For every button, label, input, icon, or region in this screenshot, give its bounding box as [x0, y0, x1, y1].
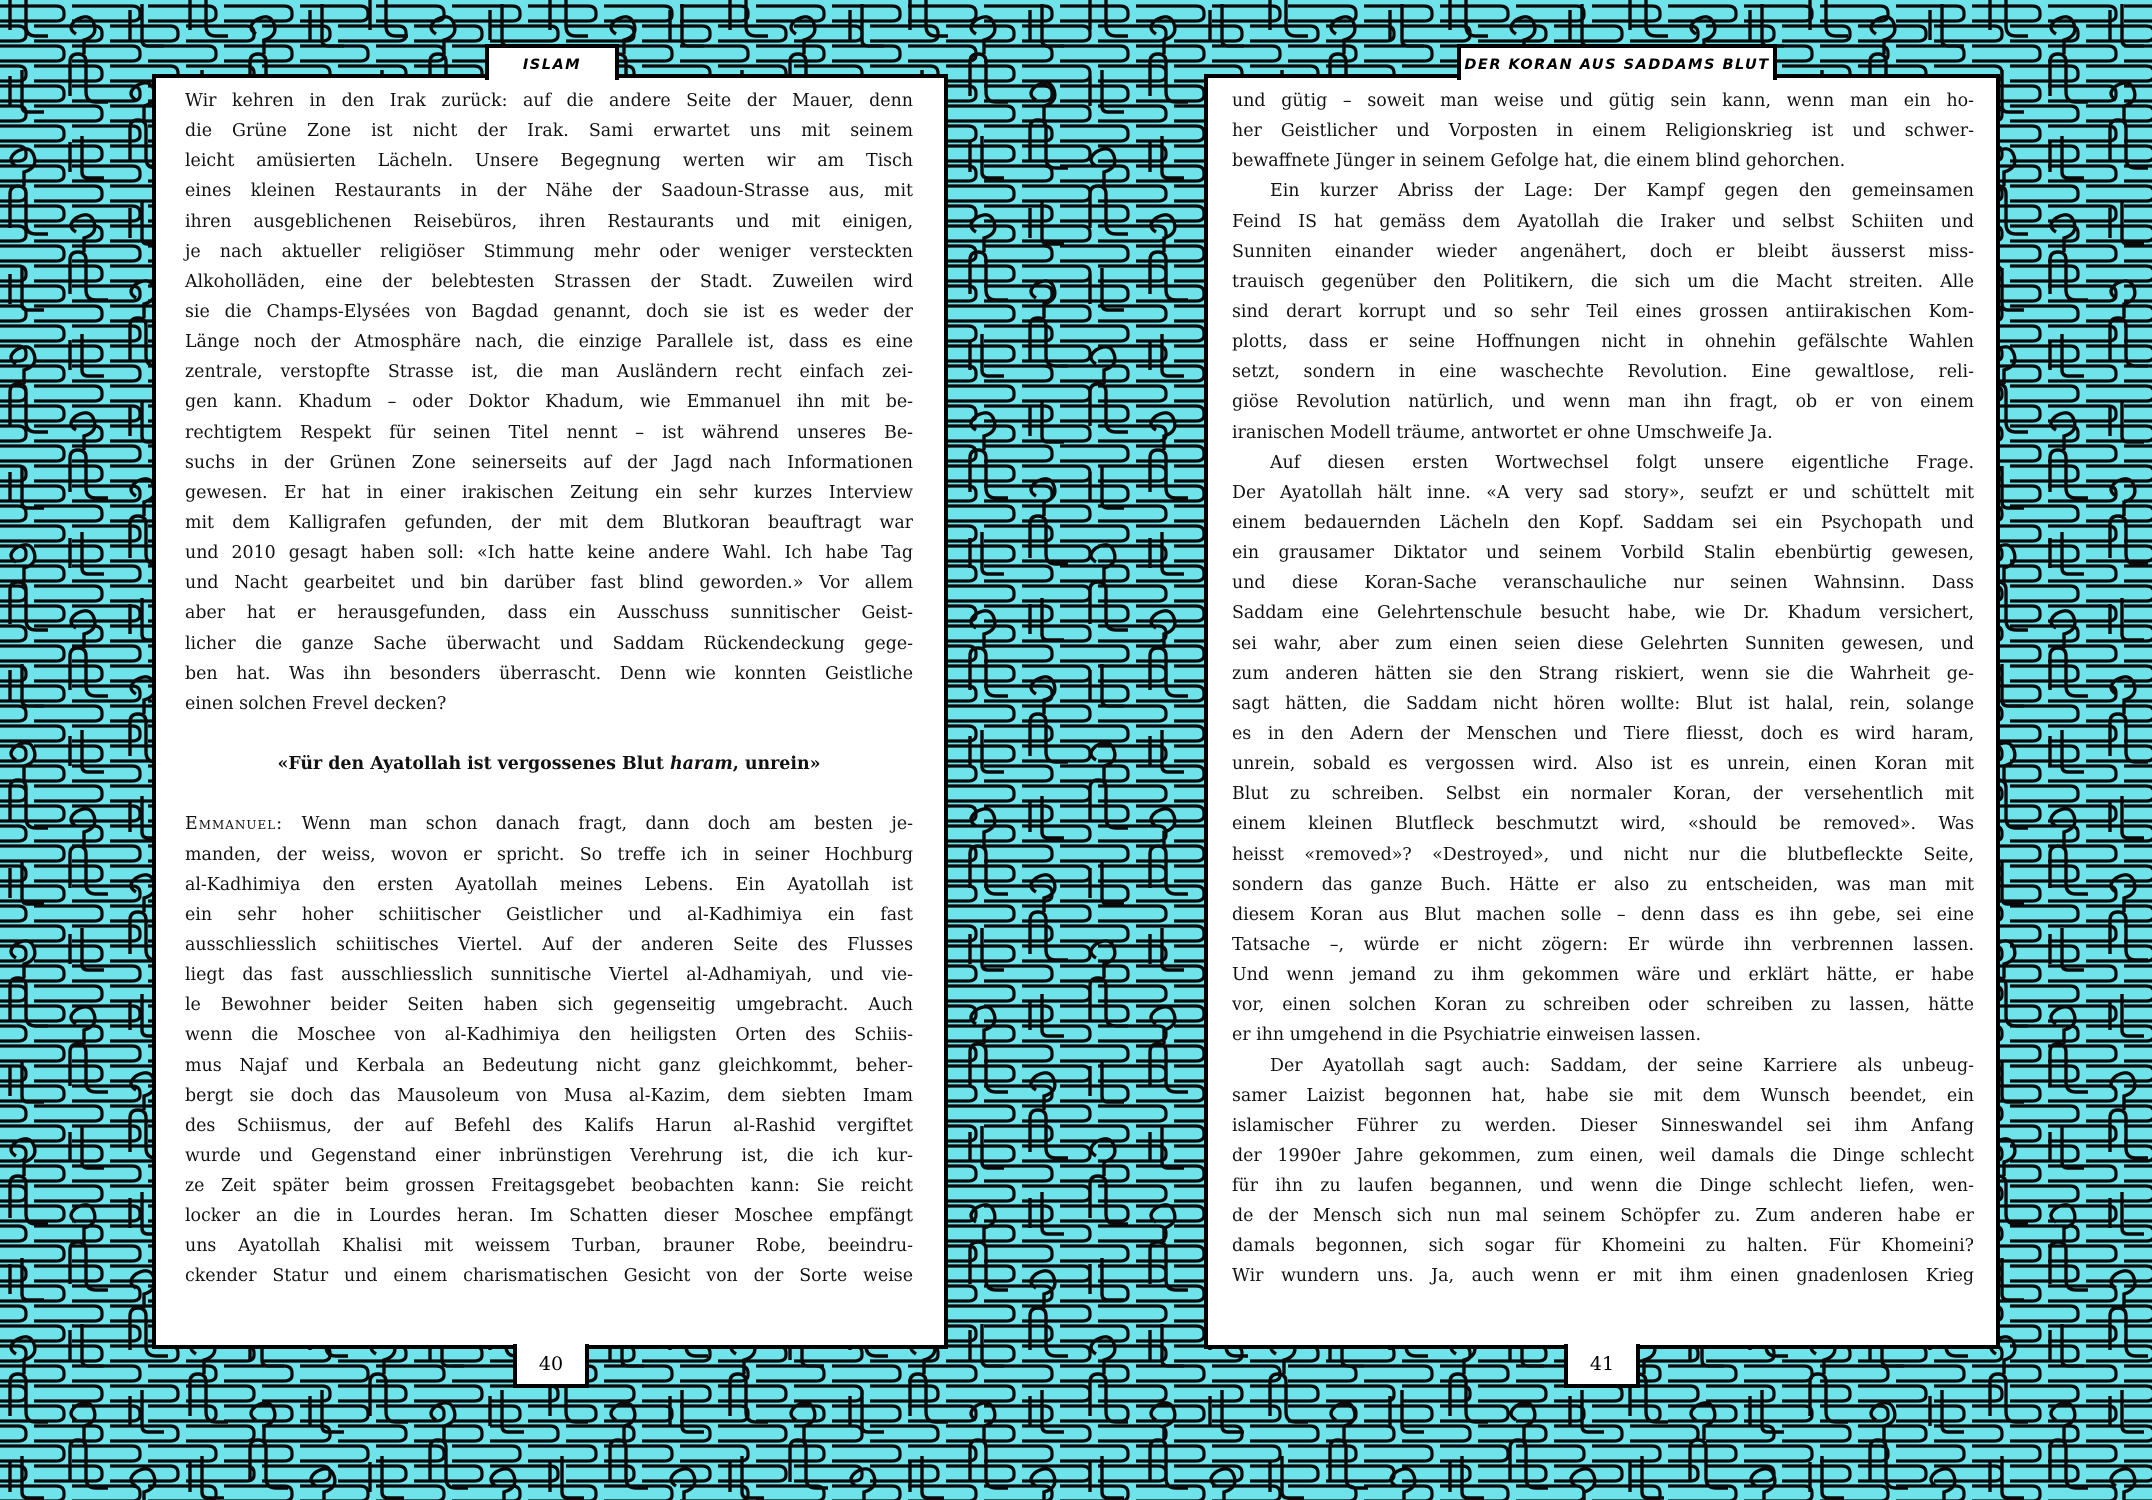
text-line: heisst «removed»? «Destroyed», und nicht nur die blutbefleckte Seite,: [1232, 844, 1974, 865]
text-line: de der Mensch sich nun mal seinem Schöpfer zu. Zum anderen habe er: [1232, 1206, 1974, 1227]
text-line: samer Laizist begonnen hat, habe sie mit dem Wunsch beendet, ein: [1232, 1085, 1974, 1106]
text-line: gen kann. Khadum – oder Doktor Khadum, wie Emmanuel ihn mit be-: [185, 392, 913, 413]
text-line: plotts, dass er seine Hoffnungen nicht in ohnehin gefälschte Wahlen: [1232, 332, 1974, 353]
speaker-label: Emmanuel:: [185, 814, 284, 835]
text-line: al-Kadhimiya den ersten Ayatollah meines Lebens. Ein Ayatollah ist: [185, 874, 913, 895]
text-line: ausschliesslich schiitisches Viertel. Auf der anderen Seite des Flusses: [185, 934, 913, 955]
text-line: ze Zeit später beim grossen Freitagsgebet beobachten kann: Sie reicht: [185, 1176, 913, 1197]
text-line: Feind IS hat gemäss dem Ayatollah die Iraker und selbst Schiiten und: [1232, 211, 1974, 232]
text-line: leicht amüsierten Lächeln. Unsere Begegnung werten wir am Tisch: [185, 151, 913, 172]
text-line: aber hat er herausgefunden, dass ein Ausschuss sunnitischer Geist-: [185, 603, 913, 624]
text-line: Wir wundern uns. Ja, auch wenn er mit ihm einen gnadenlosen Krieg: [1232, 1266, 1974, 1287]
text-line: ein sehr hoher schiitischer Geistlicher und al-Kadhimiya ein fast: [185, 904, 913, 925]
subheading: [185, 749, 913, 779]
text-line: unrein, sobald es vergossen wird. Also ist es unrein, einen Koran mit: [1232, 754, 1974, 775]
text-line: damals begonnen, sich sogar für Khomeini zu halten. Für Khomeini?: [1232, 1236, 1974, 1257]
text-line: suchs in der Grünen Zone seinerseits auf der Jagd nach Informationen: [185, 452, 913, 473]
text-line: es in den Adern der Menschen und Tiere fliesst, doch es wird haram,: [1232, 723, 1974, 744]
text-line: zentrale, verstopfte Strasse ist, die man Ausländern recht einfach zei-: [185, 362, 913, 383]
text-line: und gütig – soweit man weise und gütig sein kann, wenn man ein ho-: [1232, 91, 1974, 111]
text-line: die Grüne Zone ist nicht der Irak. Sami erwartet uns mit seinem: [185, 121, 913, 142]
text-line: sondern das ganze Buch. Hätte er also zu entscheiden, was man mit: [1232, 874, 1974, 895]
text-line: einem bedauernden Lächeln den Kopf. Saddam sei ein Psychopath und: [1232, 512, 1974, 533]
text-line: ihren ausgeblichenen Reisebüros, ihren Restaurants und mit einigen,: [185, 211, 913, 232]
text-line: Blut zu schreiben. Selbst ein normaler Koran, der versehentlich mit: [1232, 784, 1974, 805]
text-line: licher die ganze Sache überwacht und Saddam Rückendeckung gege-: [185, 633, 913, 654]
left-text-column: [185, 86, 913, 1292]
text-line: wurde und Gegenstand einer inbrünstigen Verehrung ist, die ich kur-: [185, 1145, 913, 1166]
text-line: mus Najaf und Kerbala an Bedeutung nicht ganz gleichkommt, beher-: [185, 1055, 913, 1076]
body-line-text: Wenn man schon danach fragt, dann doch am besten je-: [283, 814, 913, 835]
text-line: le Bewohner beider Seiten haben sich gegenseitig umgebracht. Auch: [185, 995, 913, 1016]
text-line: Saddam eine Gelehrtenschule besucht habe, wie Dr. Khadum versichert,: [1232, 603, 1974, 624]
text-line: mit dem Kalligrafen gefunden, der mit dem Blutkoran beauftragt war: [185, 512, 913, 533]
text-line: Auf diesen ersten Wortwechsel folgt unsere eigentliche Frage.: [1270, 452, 1974, 473]
text-line: uns Ayatollah Khalisi mit weissem Turban, brauner Robe, beeindru-: [185, 1236, 913, 1257]
text-line: bewaffnete Jünger in seinem Gefolge hat, die einem blind gehorchen.: [1232, 151, 1846, 172]
text-line: vor, einen solchen Koran zu schreiben oder schreiben zu lassen, hätte: [1232, 995, 1974, 1016]
text-line: her Geistlicher und Vorposten in einem Religionskrieg ist und schwer-: [1232, 121, 1974, 142]
text-line: je nach aktueller religiöser Stimmung mehr oder weniger versteckten: [185, 241, 913, 262]
text-line: giöse Revolution natürlich, und wenn man ihn fragt, ob er von einem: [1232, 392, 1974, 413]
text-line: zum anderen hätten sie den Strang riskiert, wenn sie die Wahrheit ge-: [1232, 663, 1974, 684]
text-line: Ein kurzer Abriss der Lage: Der Kampf gegen den gemeinsamen: [1270, 181, 1974, 202]
text-line: diesem Koran aus Blut machen solle – denn dass es ihn gebe, sei eine: [1232, 904, 1974, 925]
text-line: rechtigtem Respekt für seinen Titel nennt – ist während unseres Be-: [185, 422, 913, 443]
body-paragraph: [185, 840, 913, 1292]
text-line: Der Ayatollah sagt auch: Saddam, der seine Karriere als unbeug-: [1270, 1055, 1974, 1076]
text-line: wenn die Moschee von al-Kadhimiya den heiligsten Orten des Schiis-: [185, 1025, 913, 1046]
subheading-part: , unrein»: [732, 754, 821, 775]
text-line: sind derart korrupt und so sehr Teil eines grossen antiirakischen Kom-: [1232, 301, 1974, 322]
text-line: des Schiismus, der auf Befehl des Kalifs Harun al-Rashid vergiftet: [185, 1115, 913, 1136]
text-line: ckender Statur und einem charismatischen Gesicht von der Sorte weise: [185, 1266, 913, 1287]
text-line: und 2010 gesagt haben soll: «Ich hatte keine andere Wahl. Ich habe Tag: [185, 543, 913, 564]
text-line: locker an die in Lourdes heran. Im Schatten dieser Moschee empfängt: [185, 1206, 913, 1227]
text-line: sagt hätten, die Saddam nicht hören wollte: Blut ist halal, rein, solange: [1232, 693, 1974, 714]
text-line: Und wenn jemand zu ihm gekommen wäre und erklärt hätte, er habe: [1232, 965, 1974, 986]
text-line: sei wahr, aber zum einen seien diese Gelehrten Sunniten gewesen, und: [1232, 633, 1974, 654]
text-line: Tatsache –, würde er nicht zögern: Er würde ihn verbrennen lassen.: [1232, 934, 1974, 955]
text-line: manden, der weiss, wovon er spricht. So treffe ich in seiner Hochburg: [185, 844, 913, 865]
text-line: gewesen. Er hat in einer irakischen Zeitung ein sehr kurzes Interview: [185, 482, 913, 503]
text-line: eines kleinen Restaurants in der Nähe der Saadoun-Strasse aus, mit: [185, 181, 913, 202]
text-line: sie die Champs-Elysées von Bagdad genannt, doch sie ist es weder der: [185, 301, 913, 322]
text-line: für ihn zu laufen begannen, und wenn die Dinge schlecht liefen, wen-: [1232, 1176, 1974, 1197]
right-text-column: [1232, 86, 1974, 1292]
section-tab-left: ISLAM: [485, 44, 619, 80]
subheading-italic: haram: [669, 754, 733, 775]
text-line: liegt das fast ausschliesslich sunnitische Viertel al-Adhamiyah, und vie-: [185, 965, 913, 986]
text-line: und diese Koran-Sache veranschauliche nur seinen Wahnsinn. Dass: [1232, 573, 1974, 594]
text-line: einen solchen Frevel decken?: [185, 693, 447, 714]
text-line: Der Ayatollah hält inne. «A very sad story», seufzt er und schüttelt mit: [1232, 482, 1974, 503]
text-line: einem kleinen Blutfleck beschmutzt wird, «should be removed». Was: [1232, 814, 1974, 835]
spacer: [185, 779, 913, 809]
text-line: Länge noch der Atmosphäre nach, die einzige Parallele ist, dass es eine: [185, 332, 913, 353]
text-line: ein grausamer Diktator und seinem Vorbild Stalin ebenbürtig gewesen,: [1232, 543, 1974, 564]
text-line: ben hat. Was ihn besonders überrascht. Denn wie konnten Geistliche: [185, 663, 913, 684]
spacer: [185, 719, 913, 749]
text-line: Sunniten einander wieder angenähert, doch er bleibt äusserst miss-: [1232, 241, 1974, 262]
page-number-left: 40: [513, 1344, 589, 1388]
text-line: islamischer Führer zu werden. Dieser Sinneswandel sei ihm Anfang: [1232, 1115, 1974, 1136]
page-number-right: 41: [1564, 1344, 1640, 1388]
text-line: Wir kehren in den Irak zurück: auf die andere Seite der Mauer, denn: [185, 91, 913, 111]
text-line: der 1990er Jahre gekommen, zum einen, weil damals die Dinge schlecht: [1232, 1145, 1974, 1166]
text-line: er ihn umgehend in die Psychiatrie einweisen lassen.: [1232, 1025, 1701, 1046]
text-line: Alkoholläden, eine der belebtesten Strassen der Stadt. Zuweilen wird: [185, 271, 913, 292]
text-line: trauisch gegenüber den Politikern, die sich um die Macht streiten. Alle: [1232, 271, 1974, 292]
text-line: iranischen Modell träume, antwortet er ohne Umschweife Ja.: [1232, 422, 1773, 443]
text-line: bergt sie doch das Mausoleum von Musa al-Kazim, dem siebten Imam: [185, 1085, 913, 1106]
text-line: setzt, sondern in eine waschechte Revolution. Eine gewaltlose, reli-: [1232, 362, 1974, 383]
subheading-part: «Für den Ayatollah ist vergossenes Blut: [277, 754, 670, 775]
section-tab-right: DER KORAN AUS SADDAMS BLUT: [1457, 44, 1777, 80]
intro-paragraph: [185, 86, 913, 719]
text-line: und Nacht gearbeitet und bin darüber fast blind geworden.» Vor allem: [185, 573, 913, 594]
body-line: [185, 809, 913, 839]
